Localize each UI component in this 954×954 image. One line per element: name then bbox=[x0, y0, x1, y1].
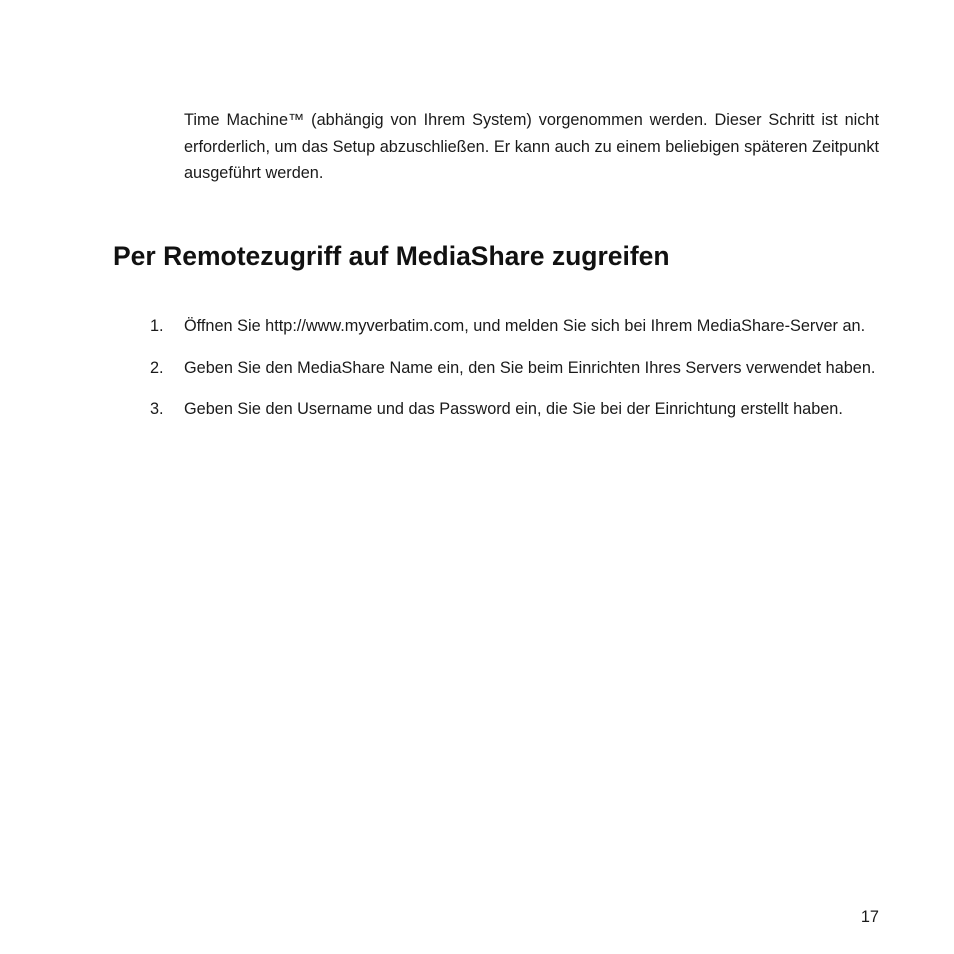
step-number: 3. bbox=[150, 400, 164, 418]
section-heading: Per Remotezugriff auf MediaShare zugreifen bbox=[113, 241, 670, 271]
page-number: 17 bbox=[860, 908, 879, 926]
step-text: Öffnen Sie http://www.myverbatim.com, und melden Sie sich bei Ihrem MediaShare-Server an. bbox=[184, 317, 866, 335]
list-item bbox=[150, 355, 879, 382]
step-number: 2. bbox=[150, 358, 164, 377]
intro-paragraph: Time Machine™ (abhängig von Ihrem System) vorgenommen werden. Dieser Schritt ist nicht erforderlich, um das Setup abzuschließen. Er kann auch zu einem beliebigen späteren Zeitpunkt ausgeführt werden. bbox=[184, 111, 879, 182]
list-item bbox=[150, 313, 879, 340]
list-item bbox=[150, 396, 879, 423]
steps-list bbox=[150, 313, 879, 438]
step-text: Geben Sie den MediaShare Name ein, den Sie beim Einrichten Ihres Servers verwendet haben. bbox=[184, 358, 876, 377]
step-number: 1. bbox=[150, 317, 164, 335]
step-text: Geben Sie den Username und das Password ein, die Sie bei der Einrichtung erstellt haben. bbox=[184, 400, 843, 418]
